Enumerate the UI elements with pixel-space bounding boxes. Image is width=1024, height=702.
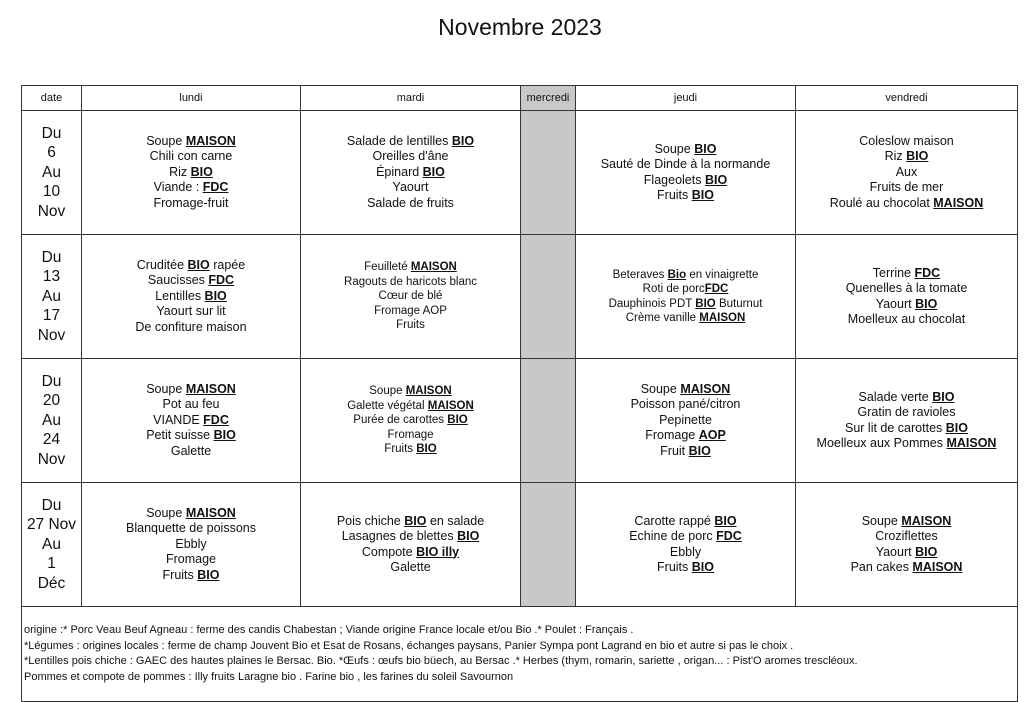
menu-item	[82, 134, 300, 150]
menu-cell-jeudi	[576, 359, 796, 483]
label-tag: MAISON	[185, 505, 236, 520]
menu-item	[796, 297, 1017, 313]
date-part: 1	[47, 555, 56, 573]
dish-text: Compote	[361, 544, 417, 559]
date-part: Du	[41, 248, 62, 266]
dish-text: Feuilleté	[364, 261, 411, 274]
menu-cell-jeudi	[576, 235, 796, 359]
menu-cell-lundi	[82, 111, 301, 235]
label-tag: MAISON	[912, 560, 963, 574]
menu-item	[796, 165, 1017, 181]
menu-cell-lundi	[82, 483, 301, 607]
dish-text: Pan cakes	[850, 560, 913, 574]
dish-text: Aux	[895, 164, 918, 179]
menu-item	[576, 397, 795, 413]
menu-item	[576, 282, 795, 297]
dish-text: Salade de lentilles	[346, 133, 452, 148]
menu-item	[301, 529, 520, 545]
date-part: 13	[42, 268, 61, 286]
menu-cell-mercredi	[521, 111, 576, 235]
dish-text: Fruits	[384, 443, 417, 456]
label-tag: MAISON	[901, 513, 952, 528]
label-tag: BIO	[447, 414, 468, 427]
menu-item	[82, 273, 300, 289]
week-dates	[22, 235, 82, 359]
menu-item	[301, 196, 520, 212]
menu-item	[796, 266, 1017, 282]
week-row	[22, 235, 1018, 359]
menu-item	[82, 568, 300, 584]
dish-text: en salade	[426, 513, 485, 528]
label-tag: MAISON	[410, 261, 457, 274]
dish-text: Soupe	[146, 381, 186, 396]
date-part: 17	[42, 307, 61, 325]
dish-text: Lasagnes de blettes	[341, 529, 458, 543]
menu-item	[576, 413, 795, 429]
menu-item	[796, 514, 1017, 530]
label-tag: Bio	[667, 268, 687, 281]
menu-item	[796, 180, 1017, 196]
dish-text: Sauté de Dinde à la normande	[600, 157, 771, 171]
label-tag: MAISON	[680, 381, 731, 396]
menu-item	[796, 196, 1017, 212]
menu-item	[796, 149, 1017, 165]
label-tag: BIO	[204, 288, 227, 303]
label-tag: BIO	[691, 560, 714, 574]
dish-text: Blanquette de poissons	[126, 521, 256, 536]
menu-item	[82, 428, 300, 444]
menu-item	[796, 390, 1017, 406]
menu-item	[82, 506, 300, 522]
menu-cell-mardi	[301, 359, 521, 483]
dish-text: Pot au feu	[162, 397, 220, 412]
menu-item	[82, 444, 300, 460]
menu-item	[82, 258, 300, 274]
week-dates	[22, 483, 82, 607]
dish-text: Croziflettes	[875, 529, 938, 543]
menu-cell-mercredi	[521, 483, 576, 607]
dish-text: Oreilles d'âne	[372, 149, 449, 164]
dish-text: Soupe	[640, 381, 681, 396]
note-line: *Légumes : origines locales : ferme de champ Jouvent Bio et Esat de Rosans, échanges paysans, Panier Sympa pont Lagrand en bio et autre si pas le choix .	[24, 639, 794, 652]
dish-text: Crème vanille	[625, 312, 700, 324]
label-tag: BIO	[691, 188, 714, 202]
dish-text: Fromage AOP	[374, 304, 447, 317]
menu-cell-mardi	[301, 483, 521, 607]
dish-text: Buturnut	[715, 297, 763, 310]
menu-item	[301, 260, 520, 275]
label-tag: BIO	[915, 544, 938, 559]
dish-text: Fruits de mer	[869, 180, 944, 195]
dish-text: Soupe	[146, 505, 186, 520]
label-tag: BIO	[694, 141, 717, 156]
menu-item	[796, 421, 1017, 437]
dish-text: Echine de porc	[629, 529, 717, 543]
date-part: Nov	[37, 202, 66, 220]
dish-text: Soupe	[861, 513, 902, 528]
menu-item	[796, 405, 1017, 421]
date-part: 10	[42, 183, 61, 201]
menu-cell-vendredi	[796, 483, 1018, 607]
menu-item	[576, 529, 795, 545]
menu-item	[82, 413, 300, 429]
label-tag: BIO	[695, 297, 716, 310]
header-mardi: mardi	[301, 86, 521, 111]
label-tag: BIO	[422, 164, 445, 179]
label-tag: MAISON	[185, 381, 236, 396]
note-line: *Lentilles pois chiche : GAEC des hautes plaines le Bersac. Bio. *Œufs : œufs bio büech, au Bersac .* Herbes (thym, romarin, sariette , origan... : Pist'O aromes trescléoux.	[24, 655, 858, 667]
dish-text: Moelleux aux Pommes	[816, 436, 947, 450]
dish-text: Fromage	[165, 552, 217, 567]
week-row	[22, 483, 1018, 607]
menu-item	[301, 304, 520, 319]
menu-item	[301, 134, 520, 150]
dish-text: Ebbly	[669, 544, 702, 559]
dish-text: Soupe	[146, 133, 186, 148]
menu-cell-mardi	[301, 111, 521, 235]
menu-item	[82, 149, 300, 165]
dish-text: Beteraves	[612, 268, 668, 281]
dish-text: Fromage	[645, 428, 699, 443]
menu-item	[796, 560, 1017, 576]
date-part: 6	[47, 144, 56, 162]
dish-text: rapée	[209, 257, 246, 272]
dish-text: Riz	[169, 164, 191, 179]
dish-text: Galette	[390, 560, 431, 574]
menu-item	[301, 428, 520, 443]
week-row	[22, 359, 1018, 483]
label-tag: BIO	[190, 164, 213, 179]
menu-item	[796, 281, 1017, 297]
label-tag: BIO	[404, 513, 427, 528]
menu-cell-lundi	[82, 359, 301, 483]
label-tag: BIO	[213, 428, 236, 443]
menu-item	[301, 384, 520, 399]
menu-item	[576, 173, 795, 189]
dish-text: Yaourt	[875, 296, 916, 311]
dish-text: Viande :	[153, 180, 203, 195]
dish-text: Roti de porc	[642, 283, 705, 295]
label-tag: MAISON	[427, 399, 474, 412]
menu-item	[576, 560, 795, 576]
menu-item	[796, 134, 1017, 150]
label-tag: FDC	[202, 180, 229, 195]
header-date: date	[22, 86, 82, 111]
dish-text: Carotte rappé	[634, 513, 715, 528]
dish-text: Saucisses	[147, 273, 209, 288]
label-tag: BIO	[187, 257, 210, 272]
menu-item	[82, 289, 300, 305]
menu-cell-vendredi	[796, 111, 1018, 235]
menu-item	[301, 545, 520, 561]
dish-text: Soupe	[369, 385, 406, 398]
menu-item	[301, 399, 520, 414]
dish-text: Flageolets	[643, 172, 705, 187]
dish-text: Épinard	[376, 164, 423, 179]
date-part: Du	[41, 372, 62, 390]
menu-cell-vendredi	[796, 235, 1018, 359]
dish-text: Roulé au chocolat	[829, 195, 934, 210]
date-part: Au	[42, 287, 61, 305]
dish-text: Chili con carne	[149, 149, 233, 164]
label-tag: MAISON	[933, 195, 984, 210]
label-tag: FDC	[208, 273, 235, 288]
label-tag: BIO	[915, 296, 938, 311]
menu-item	[576, 311, 795, 326]
menu-item	[82, 382, 300, 398]
menu-item	[796, 436, 1017, 452]
note-line: Pommes et compote de pommes : Illy fruits Laragne bio . Farine bio , les farines du soleil Savournon	[24, 670, 514, 683]
dish-text: Cruditée	[136, 257, 188, 272]
label-tag: MAISON	[946, 436, 997, 450]
menu-item	[576, 428, 795, 444]
menu-cell-lundi	[82, 235, 301, 359]
header-jeudi: jeudi	[576, 86, 796, 111]
menu-item	[576, 382, 795, 398]
menu-cell-jeudi	[576, 483, 796, 607]
menu-cell-vendredi	[796, 359, 1018, 483]
label-tag: FDC	[203, 412, 229, 427]
menu-item	[796, 529, 1017, 545]
header-lundi: lundi	[82, 86, 301, 111]
label-tag: BIO	[945, 420, 968, 435]
header-mercredi: mercredi	[521, 86, 576, 111]
menu-item	[301, 560, 520, 576]
header-row	[22, 86, 1018, 111]
menu-cell-mardi	[301, 235, 521, 359]
menu-item	[576, 514, 795, 530]
menu-item	[301, 180, 520, 196]
label-tag: BIO	[704, 172, 728, 187]
label-tag: BIO	[416, 443, 437, 456]
dish-text: Salade de fruits	[367, 195, 454, 210]
dish-text: Cœur de blé	[378, 290, 443, 303]
menu-item	[82, 397, 300, 413]
dish-text: Fruits	[396, 319, 425, 332]
date-part: Nov	[37, 326, 66, 344]
dish-text: Yaourt	[875, 544, 916, 559]
dish-text: Petit suisse	[146, 428, 214, 443]
menu-item	[82, 537, 300, 553]
label-tag: BIO illy	[416, 544, 460, 559]
menu-item	[576, 188, 795, 204]
dish-text: VIANDE	[153, 412, 204, 427]
label-tag: BIO	[932, 389, 955, 404]
menu-item	[576, 142, 795, 158]
dish-text: Yaourt	[392, 180, 429, 195]
dish-text: Dauphinois PDT	[608, 297, 696, 310]
date-part: Du	[41, 124, 62, 142]
label-tag: BIO	[451, 133, 475, 148]
menu-item	[82, 521, 300, 537]
label-tag: BIO	[906, 149, 929, 164]
menu-item	[576, 268, 795, 283]
note-line: origine :* Porc Veau Beuf Agneau : ferme des candis Chabestan ; Viande origine France locale et/ou Bio .* Poulet : Français .	[24, 624, 634, 636]
dish-text: Poisson pané/citron	[630, 397, 741, 412]
dish-text: Gratin de ravioles	[857, 405, 956, 419]
dish-text: Fruit	[660, 443, 689, 458]
menu-item	[576, 444, 795, 460]
label-tag: BIO	[688, 443, 711, 458]
menu-item	[301, 165, 520, 181]
dish-text: Pois chiche	[336, 513, 405, 528]
dish-text: Galette végétal	[347, 399, 428, 412]
dish-text: Fruits	[657, 560, 692, 574]
dish-text: Fromage	[387, 428, 434, 441]
date-part: Au	[42, 411, 61, 429]
menu-item	[82, 304, 300, 320]
label-tag: FDC	[704, 283, 729, 295]
menu-cell-mercredi	[521, 235, 576, 359]
date-part: Au	[42, 163, 61, 181]
label-tag: FDC	[914, 265, 941, 280]
menu-item	[82, 320, 300, 336]
notes-row	[22, 607, 1018, 702]
week-row	[22, 111, 1018, 235]
dish-text: Yaourt sur lit	[156, 304, 226, 319]
menu-item	[301, 149, 520, 165]
origin-notes	[22, 607, 1018, 702]
dish-text: Galette	[170, 443, 212, 458]
menu-item	[796, 545, 1017, 561]
dish-text: Sur lit de carottes	[845, 420, 946, 435]
dish-text: Fromage-fruit	[153, 195, 229, 210]
dish-text: Soupe	[654, 141, 695, 156]
dish-text: Terrine	[872, 265, 915, 280]
label-tag: MAISON	[405, 385, 452, 398]
menu-item	[82, 552, 300, 568]
dish-text: Purée de carottes	[353, 414, 448, 427]
menu-item	[576, 545, 795, 561]
menu-item	[301, 275, 520, 290]
dish-text: Fruits	[162, 567, 198, 582]
menu-item	[301, 442, 520, 457]
label-tag: FDC	[716, 529, 742, 543]
menu-item	[576, 297, 795, 312]
label-tag: MAISON	[699, 312, 746, 324]
dish-text: Quenelles à la tomate	[845, 281, 968, 295]
menu-item	[301, 289, 520, 304]
menu-item	[82, 196, 300, 212]
dish-text: Ragouts de haricots blanc	[344, 275, 477, 288]
dish-text: De confiture maison	[135, 319, 247, 334]
dish-text: Salade verte	[858, 389, 933, 404]
date-part: 27 Nov	[26, 516, 77, 534]
label-tag: AOP	[698, 428, 726, 443]
date-part: Au	[42, 535, 61, 553]
date-part: Déc	[37, 574, 66, 592]
date-part: 24	[42, 431, 61, 449]
menu-cell-jeudi	[576, 111, 796, 235]
menu-item	[82, 165, 300, 181]
dish-text: Fruits	[657, 188, 692, 202]
date-part: Nov	[37, 450, 66, 468]
header-vendredi: vendredi	[796, 86, 1018, 111]
menu-table	[21, 85, 1018, 702]
dish-text: Riz	[884, 149, 907, 164]
date-part: Du	[41, 496, 62, 514]
dish-text: Ebbly	[175, 536, 207, 551]
menu-item	[301, 514, 520, 530]
label-tag: MAISON	[185, 133, 236, 148]
dish-text: Lentilles	[155, 288, 205, 303]
date-part: 20	[42, 392, 61, 410]
dish-text: Coleslow maison	[859, 133, 954, 148]
menu-item	[796, 312, 1017, 328]
menu-cell-mercredi	[521, 359, 576, 483]
label-tag: BIO	[197, 567, 220, 582]
menu-item	[82, 180, 300, 196]
dish-text: Moelleux au chocolat	[847, 312, 966, 326]
label-tag: BIO	[457, 529, 480, 543]
dish-text: Pepinette	[659, 412, 712, 427]
dish-text: en vinaigrette	[686, 268, 759, 281]
label-tag: BIO	[714, 513, 737, 528]
page-title: Novembre 2023	[438, 14, 602, 40]
week-dates	[22, 359, 82, 483]
menu-item	[576, 157, 795, 173]
menu-item	[301, 413, 520, 428]
week-dates	[22, 111, 82, 235]
menu-item	[301, 318, 520, 333]
